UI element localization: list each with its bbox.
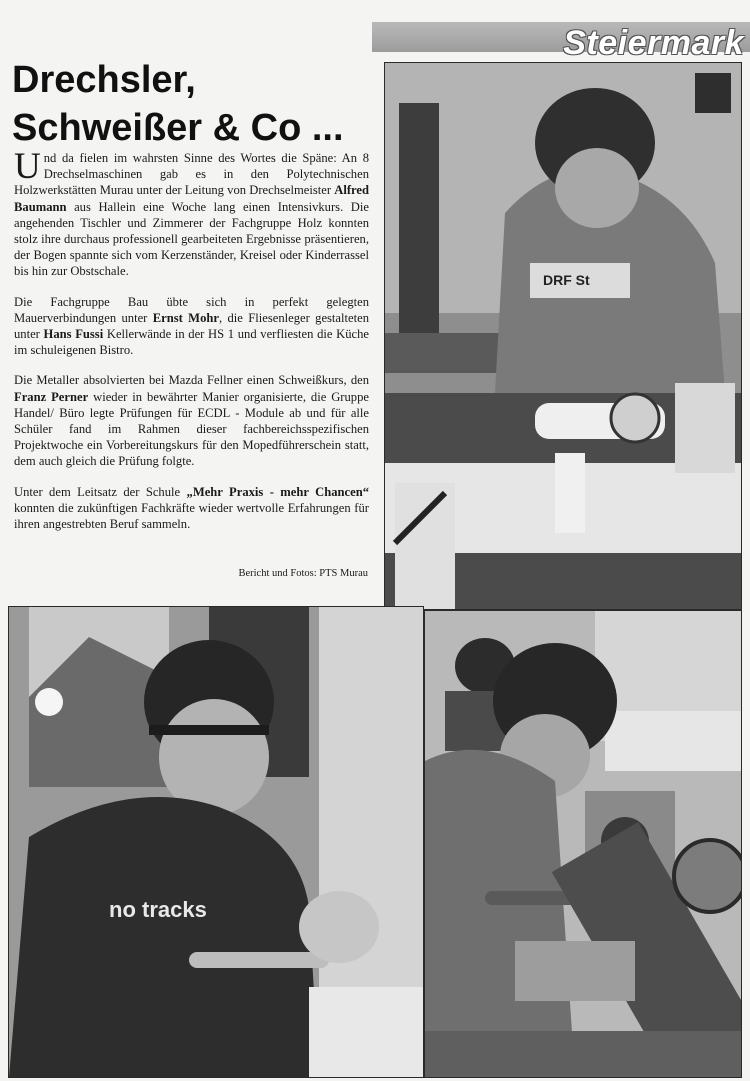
paragraph-2-text-c: Kellerwände in der HS 1 und verfliesten die Küche im schuleigenen Bistro. <box>14 327 370 358</box>
article-body <box>14 146 370 546</box>
section-title: Steiermark <box>563 24 744 62</box>
photo-student-at-lathe <box>384 62 742 610</box>
name-franz-perner: Franz Perner <box>14 389 89 404</box>
paragraph-2 <box>14 294 369 359</box>
paragraph-3 <box>14 372 369 469</box>
paragraph-1 <box>14 146 369 280</box>
photo-lathe-illustration <box>385 63 741 609</box>
photo-student-with-goggles <box>8 606 424 1078</box>
name-hans-fussi: Hans Fussi <box>43 327 104 342</box>
drop-cap: U <box>14 146 41 187</box>
photo-turning-illustration <box>425 611 741 1077</box>
name-ernst-mohr: Ernst Mohr <box>152 310 219 325</box>
photo-student-turning <box>424 610 742 1078</box>
paragraph-3-text-b: wieder in bewährter Manier organisierte, die Gruppe Handel/ Büro legte Prüfungen für ECDL - Module ab und für alle Schüler fand im Rahmen dieser fachbereichsspezifischen Projektwoche ein Vorbereitungskurs für den Mopedführerschein statt, dem auch gleich die Prüfung folgte. <box>14 389 369 469</box>
paragraph-3-text-a: Die Metaller absolvierten bei Mazda Fellner einen Schweißkurs, den <box>14 373 369 388</box>
photo2-shirt-text: no tracks <box>109 897 207 922</box>
photo-goggles-illustration <box>9 607 423 1077</box>
photo-credit: Bericht und Fotos: PTS Murau <box>238 568 368 579</box>
paragraph-4 <box>14 484 369 533</box>
paragraph-2-text-a: Die Fachgruppe Bau übte sich in perfekt gelegten Mauerverbindungen unter <box>14 294 369 325</box>
headline <box>12 56 344 152</box>
name-alfred-baumann: Alfred Baumann <box>14 183 369 214</box>
headline-line-1: Drechsler, <box>12 59 196 101</box>
headline-line-2: Schweißer & Co ... <box>12 107 344 149</box>
section-header-bar <box>372 22 750 62</box>
photo1-shirt-text: DRF St <box>543 272 590 288</box>
paragraph-1-text-a: nd da fielen im wahrsten Sinne des Wortes die Späne: An 8 Drechselmaschinen gab es in den Polytechnischen Holzwerkstätten Murau unter der Leitung von Drechselmeister <box>14 151 369 198</box>
paragraph-1-text-b: aus Hallein eine Woche lang einen Intensivkurs. Die angehenden Tischler und Zimmerer der Fachgruppe Holz konnten stolz ihre durchaus professionell gearbeiteten Ergebnisse präsentieren, der Bogen spannte sich vom Kerzenständer, Kreisel oder Kinderrassel bis hin zur Obstschale. <box>14 199 369 279</box>
paragraph-4-text-b: konnten die zukünftigen Fachkräfte wieder wertvolle Erfahrungen für ihren angestrebten Beruf sammeln. <box>14 500 369 532</box>
paragraph-2-text-b: , die Fliesenleger gestalteten unter <box>14 310 369 342</box>
school-motto: „Mehr Praxis - mehr Chancen“ <box>186 484 369 499</box>
paragraph-4-text-a: Unter dem Leitsatz der Schule <box>14 484 187 499</box>
